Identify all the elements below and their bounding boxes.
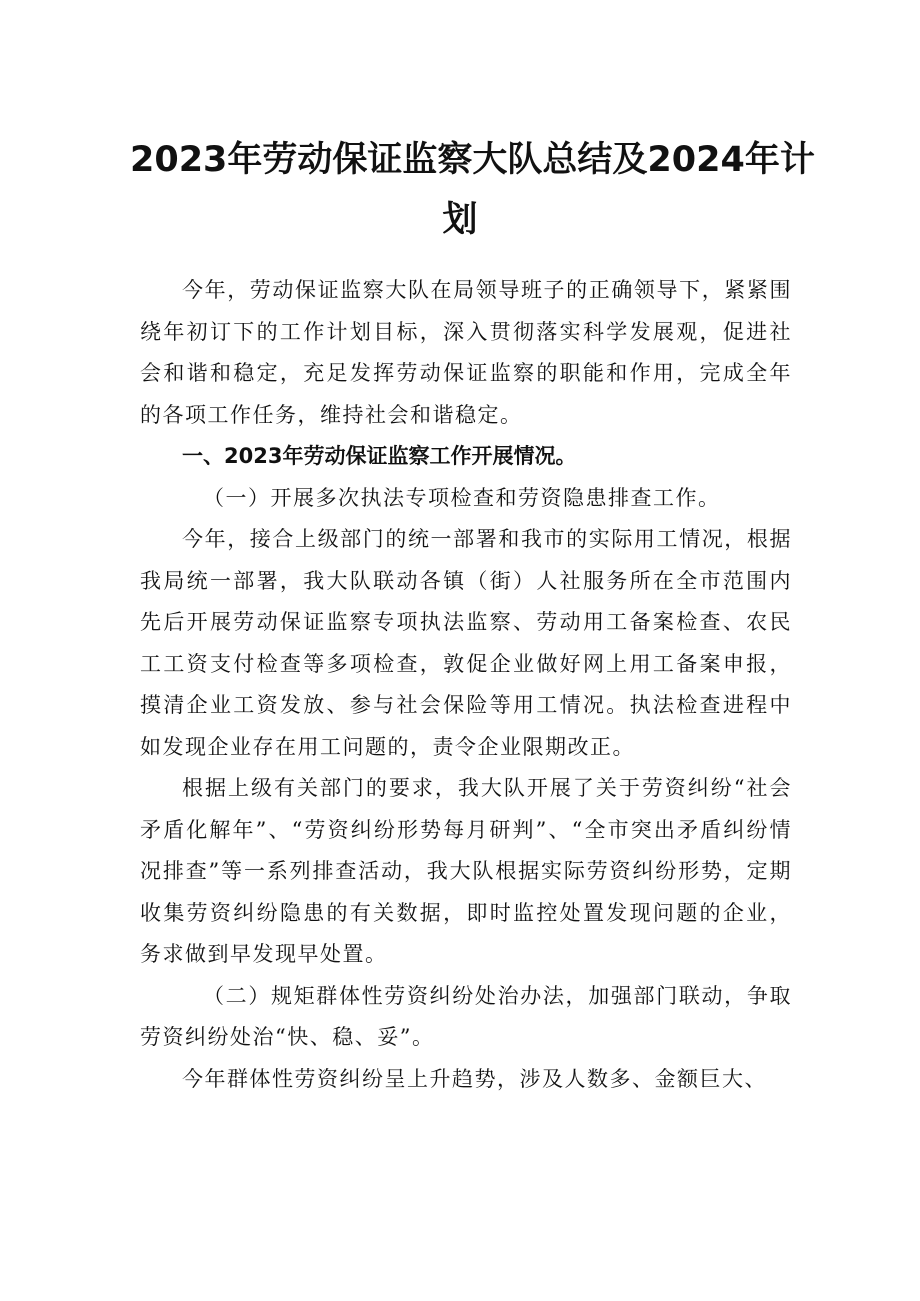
document-title-line-1: 2023年劳动保证监察大队总结及2024年计 [130,140,815,180]
body-paragraph: 今年群体性劳资纠纷呈上升趋势，涉及人数多、金额巨大、 [182,1066,767,1091]
subsection-heading-1: （一）开展多次执法专项检查和劳资隐患排查工作。 [203,485,721,510]
body-paragraph: 今年，接合上级部门的统一部署和我市的实际用工情况，根据我局统一部署，我大队联动各镇（街）人社服务所在全市范围内先后开展劳动保证监察专项执法监察、劳动用工备案检查、农民工工资支付检查等多项检查，敦促企业做好网上用工备案申报，摸清企业工资发放、参与社会保险等用工情况。执法检查进程中如发现企业存在用工问题的，责令企业限期改正。 [140,527,792,759]
section-heading-1: 一、2023年劳动保证监察工作开展情况。 [182,444,577,468]
document-body [140,270,792,1100]
intro-paragraph: 今年，劳动保证监察大队在局领导班子的正确领导下，紧紧围绕年初订下的工作计划目标，深入贯彻落实科学发展观，促进社会和谐和稳定，充足发挥劳动保证监察的职能和作用，完成全年的各项工作任务，维持社会和谐稳定。 [140,278,792,427]
document-title-line-2: 划 [442,200,478,240]
body-paragraph: 根据上级有关部门的要求，我大队开展了关于劳资纠纷“社会矛盾化解年”、“劳资纠纷形势每月研判”、“全市突出矛盾纠纷情况排查”等一系列排查活动，我大队根据实际劳资纠纷形势，定期收集劳资纠纷隐患的有关数据，即时监控处置发现问题的企业，务求做到早发现早处置。 [140,776,792,966]
subsection-heading-2: （二）规矩群体性劳资纠纷处治办法，加强部门联动，争取劳资纠纷处治“快、稳、妥”。 [140,983,792,1049]
